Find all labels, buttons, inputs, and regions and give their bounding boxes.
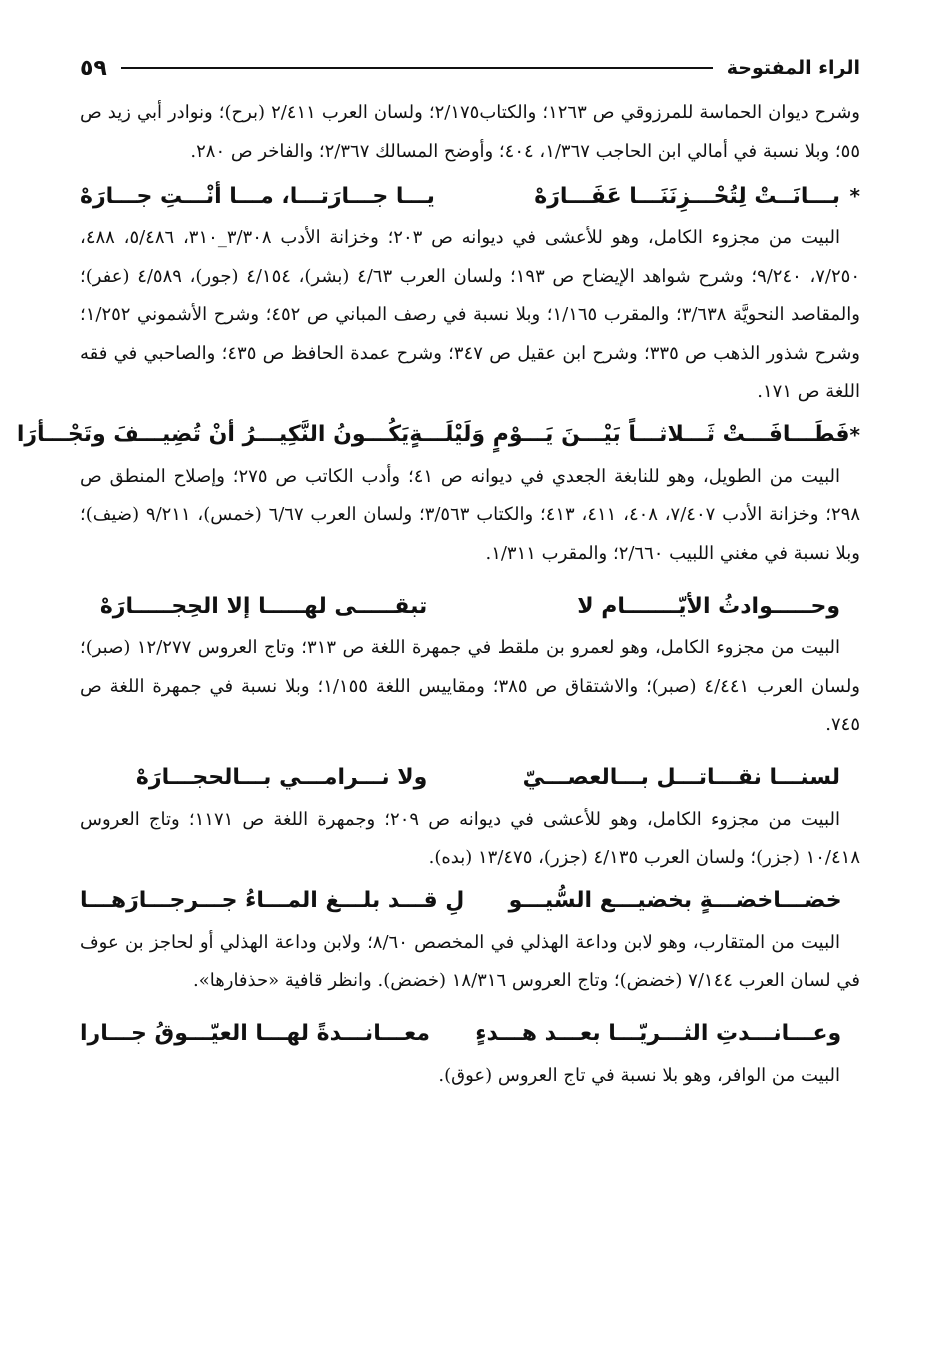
page-number: ٥٩ xyxy=(80,55,107,81)
intro-paragraph: وشرح ديوان الحماسة للمرزوقي ص ١٢٦٣؛ والكتاب٢/١٧٥؛ ولسان العرب ٢/٤١١ (برح)؛ ونوادر أبي زيد ص ٥٥؛ وبلا نسبة في أمالي ابن الحاجب ١/٣٦٧، ٤٠٤؛ وأوضح المسالك ٢/٣٦٧؛ والفاخر ص ٢٨٠. xyxy=(80,102,861,162)
section-title: الراء المفتوحة xyxy=(726,57,860,79)
page-header xyxy=(80,48,860,88)
verse-first-hemistich: بـــانَــتْ لِتُحْـــزِنَنَـــا عَفَـــارَهْ xyxy=(534,183,840,209)
verse-first-hemistich: فَطَـــافَـــتْ ثَـــلاثـــاً بَيْـــنَ يَـــوْمٍ وَلَيْلَـــةٍ xyxy=(409,422,850,447)
verse-second-hemistich: يَكُـــونُ النَّكِيـــرُ أنْ تُضِيـــفَ وتَجْـــأرَا xyxy=(16,422,410,447)
verse-star: * xyxy=(849,422,860,447)
verse-second-hemistich: ولا نـــرامـــي بـــالحجـــارَهْ xyxy=(135,765,428,790)
verse-commentary: البيت من مجزوء الكامل، وهو لعمرو بن ملقط في جمهرة اللغة ص ٣١٣؛ وتاج العروس ١٢/٢٧٧ (صبر)؛ ولسان العرب ٤/٤٤١ (صبر)؛ والاشتقاق ص ٣٨٥؛ ومقاييس اللغة ١/١٥٥؛ وبلا نسبة في جمهرة اللغة ص ٧٤٥. xyxy=(80,637,860,735)
verse-second-hemistich: معـــانـــدةً لهـــا العيّـــوقُ جـــارا xyxy=(80,1021,431,1046)
verse-first-hemistich: لسنـــا نقـــاتـــل بـــالعصـــيّ xyxy=(522,765,840,790)
verse-first-hemistich: وعـــانـــدتِ الثـــريّـــا بعـــد هـــدءٍ xyxy=(475,1021,842,1046)
verse-second-hemistich: تبقـــــى لهـــــا إلا الحِجـــــارَهْ xyxy=(99,593,428,619)
verse-line xyxy=(16,412,860,458)
verse-line xyxy=(80,173,860,219)
verse-line xyxy=(80,583,860,629)
verse-commentary: البيت من المتقارب، وهو لابن وداعة الهذلي في المخصص ٨/٦٠؛ ولابن وداعة الهذلي أو لحاجز بن عوف في لسان العرب ٧/١٤٤ (خضض)؛ وتاج العروس ١٨/٣١٦ (خضض). وانظر قافية «حذفارها». xyxy=(80,931,860,991)
header-rule xyxy=(121,67,713,69)
verse-line xyxy=(80,878,860,924)
verse-line xyxy=(80,1011,860,1057)
verse-commentary: البيت من مجزوء الكامل، وهو للأعشى في ديوانه ص ٢٠٣؛ وخزانة الأدب ٣/٣٠٨_٣١٠، ٥/٤٨٦، ٤٨٨، ٧/٢٥٠، ٩/٢٤٠؛ وشرح شواهد الإيضاح ص ١٩٣؛ ولسان العرب ٤/٦٣ (بشر)، ٤/١٥٤ (جور)، ٤/٥٨٩ (عفر)؛ والمقاصد النحويَّة ٣/٦٣٨؛ والمقرب ١/١٦٥؛ وبلا نسبة في رصف المباني ص ٤٥٢؛ وشرح الأشموني ١/٢٥٢؛ وشرح شذور الذهب ص ٣٣٥؛ وشرح ابن عقيل ص ٣٤٧؛ وشرح عمدة الحافظ ص ٤٣٥؛ والصاحبي في فقه اللغة ص ١٧١. xyxy=(80,227,861,402)
verse-commentary: البيت من الوافر، وهو بلا نسبة في تاج العروس (عوق). xyxy=(438,1064,840,1086)
verse-line xyxy=(80,755,860,801)
verse-second-hemistich: لِ قـــد بلـــغ المـــاءُ جـــرجـــارَهـــا xyxy=(80,888,465,913)
verse-commentary: البيت من مجزوء الكامل، وهو للأعشى في ديوانه ص ٢٠٩؛ وجمهرة اللغة ص ١١٧١؛ وتاج العروس ١٠/٤١٨ (جزر)؛ ولسان العرب ٤/١٣٥ (جزر)، ١٣/٤٧٥ (بده). xyxy=(80,808,860,868)
verse-second-hemistich: يـــا جـــارَتـــا، مـــا أنْـــتِ جـــارَهْ xyxy=(80,183,435,209)
verse-commentary: البيت من الطويل، وهو للنابغة الجعدي في ديوانه ص ٤١؛ وأدب الكاتب ص ٢٧٥؛ وإصلاح المنطق ص ٢٩٨؛ وخزانة الأدب ٧/٤٠٧، ٤٠٨، ٤١١، ٤١٣؛ والكتاب ٣/٥٦٣؛ ولسان العرب ٦/٦٧ (خمس)، ٩/٢١١ (ضيف)؛ وبلا نسبة في مغني اللبيب ٢/٦٦٠؛ والمقرب ١/٣١١. xyxy=(80,465,861,564)
verse-first-hemistich: خضـــاخضـــةٍ بخضيـــع السُّيـــو xyxy=(508,888,842,913)
verse-first-hemistich: وحـــــوادثُ الأيّـــــــام لا xyxy=(577,593,840,619)
verse-star: * xyxy=(849,184,860,208)
